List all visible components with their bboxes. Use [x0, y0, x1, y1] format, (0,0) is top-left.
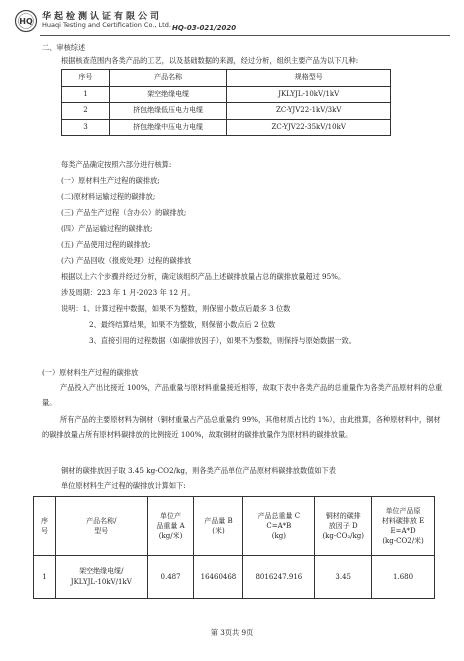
paragraph: 产品投入产出比接近 100%，产品重量与原材料重量接近相等，故取下表中各类产品的总重量作为各类产品原材料的总重量。	[42, 383, 443, 407]
section-intro: 根据核查范围内各类产品的工艺，以及基础数据的来源，经过分析，组织主要产品为以下几种:	[61, 56, 359, 65]
subsection-title: (一）原材料生产过程的碳排放	[42, 368, 139, 377]
section-title: 二、审核综述	[42, 43, 86, 52]
header-cell: 规格型号	[227, 70, 391, 87]
products-table	[61, 69, 391, 136]
note-item: 2、最终结算结果，如果不为整数，则保留小数点后 2 位数	[89, 320, 276, 329]
table-row	[62, 119, 391, 136]
header-cell: 单位产 品重量 A (kg/米)	[147, 497, 194, 556]
table-cell: 1	[62, 86, 110, 103]
table-row	[62, 86, 391, 103]
paragraph: 铜材的碳排放因子取 3.45 kg-CO2/kg，则各类产品单位产品原材料碳排放数值如下表	[61, 466, 336, 475]
table-cell: 架空绝缘电缆	[109, 86, 227, 103]
paragraph: 所有产品的主要原材料为铜材（铜材重量占产品总重量约 99%，其他材质占比约 1%），由此推算，各种原材料中，铜材的碳排放量占所有原材料碳排放的比例接近 100%，故取铜材的碳排放量作为原材料的碳排放量。	[42, 415, 441, 439]
header-cell: 产品量 B (米)	[194, 497, 243, 556]
paragraph: 单位原材料生产过程的碳排放计算如下:	[61, 481, 186, 490]
logo-text: HQ	[19, 17, 33, 26]
table-cell: 2	[62, 103, 110, 120]
note-item: 3、直接引用的过程数据（如碳排放因子），如果不为整数，则保持与原始数据一致。	[89, 336, 356, 345]
header-cell: 序号	[62, 70, 110, 87]
process-item: (二)原材料运输过程的碳排放;	[61, 192, 156, 201]
table-cell: 挤包绝缘中压电力电缆	[109, 119, 227, 136]
carbon-calc-table	[33, 496, 435, 599]
table-header-row	[34, 497, 435, 556]
table-cell: 3.45	[315, 556, 372, 599]
company-name-en: Huaqi Testing and Certification Co., Ltd.	[42, 21, 171, 29]
company-logo-icon	[14, 9, 38, 33]
table-cell: 16460468	[194, 556, 243, 599]
header-divider	[40, 35, 450, 36]
table-cell: 1	[34, 556, 56, 599]
header-cell: 产品名称/ 型号	[55, 497, 147, 556]
table-cell: ZC-YJV22-35kV/10kV	[227, 119, 391, 136]
table-header-row	[62, 70, 391, 87]
process-item: (六) 产品回收（报废处理）过程的碳排放	[61, 256, 192, 265]
note-item: 说明：1、计算过程中数据，如果不为整数，则保留小数点后最多 3 位数	[61, 304, 291, 313]
period-text: 涉及周期：223 年 1 月-2023 年 12 月。	[61, 288, 195, 297]
table-cell: 架空绝缘电缆/ JKLYJL-10kV/1kV	[55, 556, 147, 599]
process-item: (三) 产品生产过程（含办公）的碳排放;	[61, 208, 187, 217]
table-row	[34, 556, 435, 599]
header-cell: 产品名称	[109, 70, 227, 87]
process-item: (四）产品运输过程的碳排放;	[61, 224, 153, 233]
conclusion-text: 根据以上六个步骤并经过分析，确定该组织产品上述碳排放量占总的碳排放量超过 95%。	[61, 272, 346, 281]
header-cell: 序 号	[34, 497, 56, 556]
company-name-cn: 华起检测认证有限公司	[42, 12, 163, 22]
header-cell: 单位产品原 材料碳排放 E E=A*D (kg-CO2/米)	[372, 497, 435, 556]
table-cell: JKLYJL-10kV/1kV	[227, 86, 391, 103]
process-intro: 每类产品确定按照六部分进行核算:	[61, 160, 172, 169]
table-row	[62, 103, 391, 120]
page-number: 第 3页共 9页	[210, 628, 254, 637]
header-cell: 产品总重量 C C=A*B (kg)	[243, 497, 315, 556]
table-cell: 8016247.916	[243, 556, 315, 599]
process-item: (五) 产品使用过程的碳排放;	[61, 240, 151, 249]
header-cell: 铜材的碳排 放因子 D (kg-CO₂/kg)	[315, 497, 372, 556]
table-cell: ZC-YJV22-1kV/3kV	[227, 103, 391, 120]
table-cell: 3	[62, 119, 110, 136]
table-cell: 1.680	[372, 556, 435, 599]
process-item: (一）原材料生产过程的碳排放;	[61, 176, 160, 185]
table-cell: 挤包绝缘低压电力电缆	[109, 103, 227, 120]
document-code: HQ-03-021/2020	[172, 24, 237, 32]
table-cell: 0.487	[147, 556, 194, 599]
